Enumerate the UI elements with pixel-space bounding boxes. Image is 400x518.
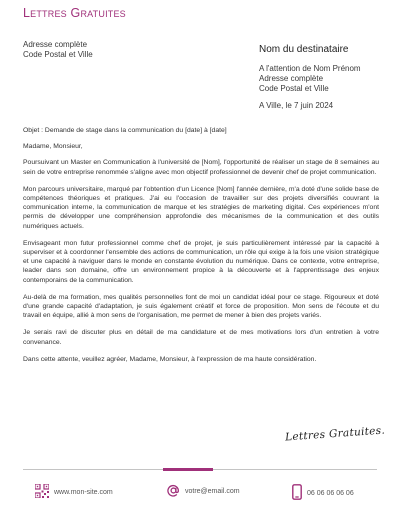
letter-salutation: Madame, Monsieur, xyxy=(23,143,83,151)
email-text[interactable]: votre@email.com xyxy=(185,488,240,495)
letter-body xyxy=(23,126,379,364)
letter-paragraph: Poursuivant un Master en Communication à l'université de [Nom], l'opportunité de réaliser un stage de 8 semaines au sein de votre entreprise renommée s'aligne avec mon objectif professionnel de devenir chef de projet communication. xyxy=(23,159,379,176)
letter-closing: Dans cette attente, veuillez agréer, Madame, Monsieur, à l'expression de ma haute considération. xyxy=(23,355,317,363)
footer-website xyxy=(35,484,113,500)
recipient-postal-city: Code Postal et Ville xyxy=(259,84,329,93)
footer-phone xyxy=(292,484,354,502)
letter-paragraph: Mon parcours universitaire, marqué par l'obtention d'un Licence [Nom] l'année dernière, m'a doté d'une solide base de compétences théoriques et pratiques. J'ai eu l'occasion de travailler sur des projets diversifiés couvrant la communication interne, la communication de marque et les stratégies de marketing digital. Ces expériences m'ont permis de développer une compréhension approfondie des mécanismes de la communication et des outils numériques actuels. xyxy=(23,185,379,230)
sender-name: Lettres Gratuites xyxy=(23,6,126,20)
recipient-attention: A l'attention de Nom Prénom xyxy=(259,64,361,73)
recipient-address: Adresse complète xyxy=(259,74,324,83)
phone-text[interactable]: 06 06 06 06 06 xyxy=(307,489,354,497)
footer-accent-bar xyxy=(163,468,213,471)
footer-email xyxy=(167,484,240,499)
letter-paragraph: Au-delà de ma formation, mes qualités personnelles font de moi un candidat idéal pour ce stage. Rigoureux et doté d'une grande capacité d'adaptation, je suis également créatif et force de proposition. Mon sens de l'écoute et du travail en équipe, allié à mon sens de l'organisation, me permet de mener à bien des projets variés. xyxy=(23,293,379,320)
letter-paragraph: Je serais ravi de discuter plus en détail de ma candidature et de mes motivations lors d'un entretien à votre convenance. xyxy=(23,329,379,346)
at-sign-icon xyxy=(167,484,180,499)
recipient-address-block xyxy=(259,64,361,94)
website-text[interactable]: www.mon-site.com xyxy=(54,488,113,496)
date-line: A Ville, le 7 juin 2024 xyxy=(259,101,334,110)
sender-address-block xyxy=(23,40,93,60)
qr-code-icon xyxy=(35,484,49,500)
handwritten-signature: Lettres Gratuites. xyxy=(284,424,386,444)
letter-paragraph: Envisageant mon futur professionnel comme chef de projet, je suis particulièrement intéressé par la capacité à superviser et à coordonner l'ensemble des actions de communication, un rôle qui exige à la fois une vision stratégique et une capacité à naviguer dans le monde en constante évolution du numérique. Dans ce contexte, votre entreprise, leader dans son domaine, offre un environnement propice à la découverte et à l'apprentissage des enjeux contemporains de la communication. xyxy=(23,239,379,284)
recipient-name: Nom du destinataire xyxy=(259,44,349,55)
sender-address: Adresse complète xyxy=(23,40,88,49)
smartphone-icon xyxy=(292,484,302,502)
letter-subject: Objet : Demande de stage dans la communication du [date] à [date] xyxy=(23,127,227,134)
sender-postal-city: Code Postal et Ville xyxy=(23,50,93,59)
